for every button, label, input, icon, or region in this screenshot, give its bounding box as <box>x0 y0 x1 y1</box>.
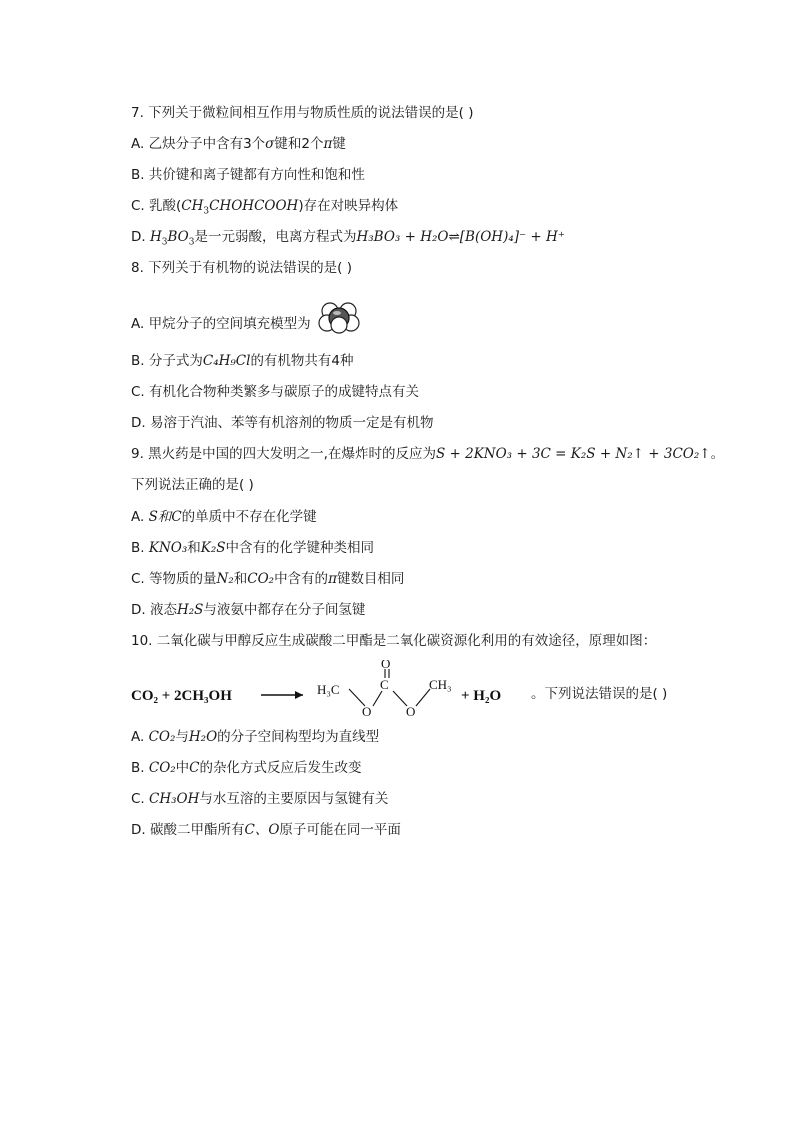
q8-option-a: A. 甲烷分子的空间填充模型为 <box>131 296 363 336</box>
q10-stem: 10. 二氧化碳与甲醇反应生成碳酸二甲酯是二氧化碳资源化利用的有效途径，原理如图： <box>131 633 657 649</box>
dimethyl-carbonate-reaction-diagram <box>131 660 551 722</box>
q9-stem: 9. 黑火药是中国的四大发明之一,在爆炸时的反应为S + 2KNO₃ + 3C = K₂S + N₂↑ + 3CO₂↑。 <box>131 446 725 462</box>
q9-option-d: D. 液态H₂S与液氨中都存在分子间氢键 <box>131 602 366 618</box>
q9-option-b: B. KNO₃和K₂S中含有的化学键种类相同 <box>131 540 374 556</box>
q7-option-b: B. 共价键和离子键都有方向性和饱和性 <box>131 167 365 183</box>
eq-h3c: H₃C <box>317 682 340 697</box>
q9-stem-line2: 下列说法正确的是( ) <box>131 477 254 493</box>
q8-option-c: C. 有机化合物种类繁多与碳原子的成键特点有关 <box>131 384 420 400</box>
bond-c-o2 <box>393 691 407 706</box>
q9-option-a: A. S和C的单质中不存在化学键 <box>131 509 317 525</box>
q7-option-d: D. $H_3BO_3$是一元弱酸，电离方程式为H₃BO₃ + H₂O⇌[B(OH)₄]⁻ + H⁺ <box>131 229 565 248</box>
q7-option-a: A. 乙炔分子中含有3个σ键和2个π键 <box>131 136 346 152</box>
q7-option-c: C. 乳酸$(CH_3CHOHCOOH)$存在对映异构体 <box>131 198 399 217</box>
q8-option-d: D. 易溶于汽油、苯等有机溶剂的物质一定是有机物 <box>131 415 434 431</box>
q9-option-c: C. 等物质的量N₂和CO₂中含有的π键数目相同 <box>131 571 405 587</box>
methane-space-filling-model-icon <box>315 300 363 336</box>
q10-stem-suffix: 。下列说法错误的是( ) <box>531 686 668 702</box>
bond-o2-ch3 <box>416 689 430 706</box>
q8-option-b: B. 分子式为C₄H₉Cl的有机物共有4种 <box>131 353 354 369</box>
bond-o1-c <box>373 691 382 706</box>
eq-o2: O <box>406 704 416 719</box>
q7-stem: 7. 下列关于微粒间相互作用与物质性质的说法错误的是( ) <box>131 105 474 121</box>
eq-ch3: CH₃ <box>429 677 452 692</box>
eq-o-top: O <box>381 660 391 671</box>
reaction-arrow-head <box>295 691 303 699</box>
q10-option-d: D. 碳酸二甲酯所有C、O原子可能在同一平面 <box>131 822 401 838</box>
q10-option-c: C. CH₃OH与水互溶的主要原因与氢键有关 <box>131 791 389 807</box>
q10-option-a: A. CO₂与H₂O的分子空间构型均为直线型 <box>131 729 380 745</box>
eq-products: + H₂O <box>461 688 502 704</box>
eq-c: C <box>380 677 389 692</box>
eq-reactants: CO₂ + 2CH₃OH <box>131 688 232 704</box>
q10-option-b: B. CO₂中C的杂化方式反应后发生改变 <box>131 760 362 776</box>
q8-stem: 8. 下列关于有机物的说法错误的是( ) <box>131 260 352 276</box>
eq-o1: O <box>362 704 372 719</box>
